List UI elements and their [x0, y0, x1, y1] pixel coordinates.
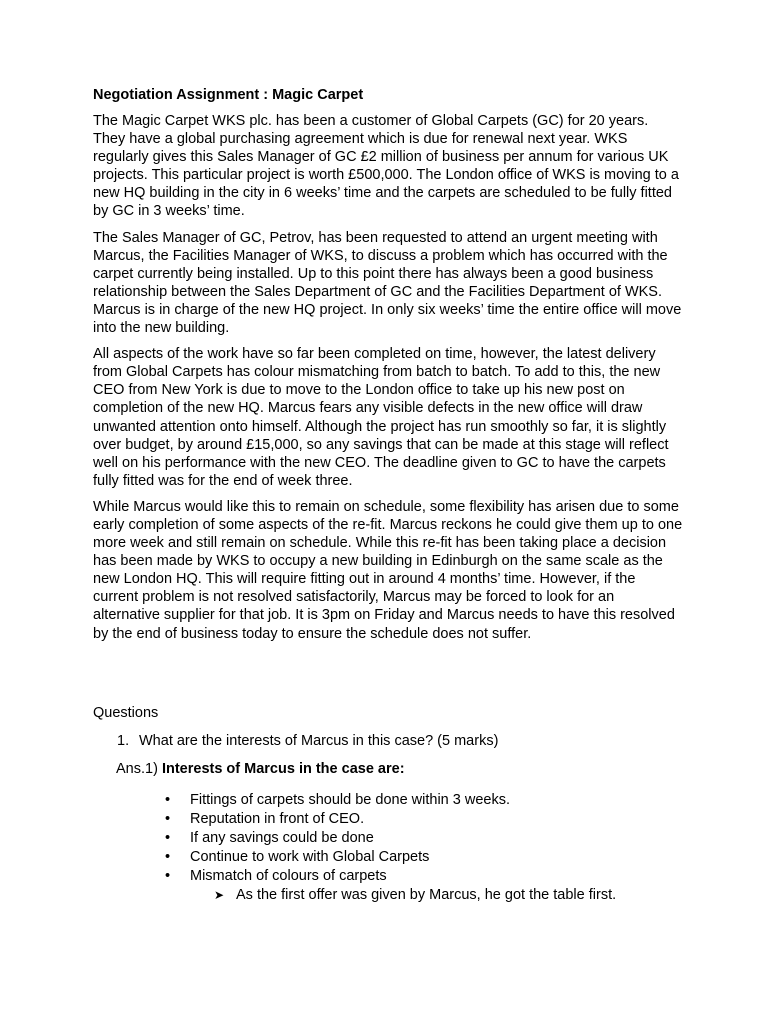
list-item [93, 867, 683, 886]
bullet-icon: • [165, 810, 171, 827]
sub-list-item [93, 886, 683, 905]
answer-prefix: Ans.1) [116, 760, 158, 777]
paragraph-2: The Sales Manager of GC, Petrov, has been requested to attend an urgent meeting with Marcus, the Facilities Manager of WKS, to discuss a problem which has occurred with the carpet currently being installed. Up to this point there has always been a good business relationship between the Sales Department of GC and the Facilities Department of WKS. Marcus is in charge of the new HQ project. In only six weeks’ time the entire office will move into the new building. [93, 229, 682, 337]
bullet-icon: • [165, 867, 171, 884]
paragraph-1: The Magic Carpet WKS plc. has been a customer of Global Carpets (GC) for 20 years. They have a global purchasing agreement which is due for renewal next year. WKS regularly gives this Sales Manager of GC £2 million of business per annum for various UK projects. This particular project is worth £500,000. The London office of WKS is moving to a new HQ building in the city in 6 weeks’ time and the carpets are scheduled to be fully fitted by GC in 3 weeks’ time. [93, 113, 679, 220]
interests-list [93, 791, 683, 886]
list-item [93, 829, 683, 848]
list-item-text: Fittings of carpets should be done within 3 weeks. [190, 791, 510, 808]
paragraph-4: While Marcus would like this to remain on schedule, some flexibility has arisen due to some early completion of some aspects of the re-fit. Marcus reckons he could give them up to one more week and still remain on schedule. While this re-fit has been taking place a decision has been made by WKS to occupy a new building in Edinburgh on the same scale as the new London HQ. This will require fitting out in around 4 months’ time. However, if the current problem is not resolved satisfactorily, Marcus may be forced to look for an alternative supplier for that job. It is 3pm on Friday and Marcus needs to have this resolved by the end of business today to ensure the schedule does not suffer. [93, 498, 683, 642]
list-item-text: If any savings could be done [190, 829, 374, 846]
blank-space [93, 651, 683, 704]
question-text: What are the interests of Marcus in this case? (5 marks) [139, 732, 499, 749]
list-item-text: Mismatch of colours of carpets [190, 867, 387, 884]
arrow-bullet-icon: ➤ [214, 887, 225, 902]
bullet-icon: • [165, 791, 171, 808]
list-item-text: Continue to work with Global Carpets [190, 848, 430, 865]
bullet-icon: • [165, 829, 171, 846]
sub-list-item-text: As the first offer was given by Marcus, he got the table first. [236, 886, 617, 903]
question-number: 1. [117, 732, 130, 749]
list-item [93, 810, 683, 829]
list-item-text: Reputation in front of CEO. [190, 810, 365, 827]
questions-heading: Questions [93, 704, 159, 721]
answer-heading: Interests of Marcus in the case are: [161, 760, 405, 777]
document-title: Negotiation Assignment : Magic Carpet [93, 87, 364, 103]
paragraph-3: All aspects of the work have so far been completed on time, however, the latest delivery from Global Carpets has colour mismatching from batch to batch. To add to this, the new CEO from New York is due to move to the London office to take up his new post on completion of the new HQ. Marcus fears any visible defects in the new office will draw unwanted attention onto himself. Although the project has run smoothly so far, it is slightly over budget, by around £15,000, so any savings that can be made at this stage will reflect well on his performance with the new CEO. The deadline given to GC to have the carpets fully fitted was for the end of week three. [93, 346, 669, 489]
document-page [93, 86, 683, 905]
question-1 [93, 732, 683, 750]
list-item [93, 791, 683, 810]
answer-1 [116, 760, 683, 778]
list-item [93, 848, 683, 867]
bullet-icon: • [165, 848, 171, 865]
